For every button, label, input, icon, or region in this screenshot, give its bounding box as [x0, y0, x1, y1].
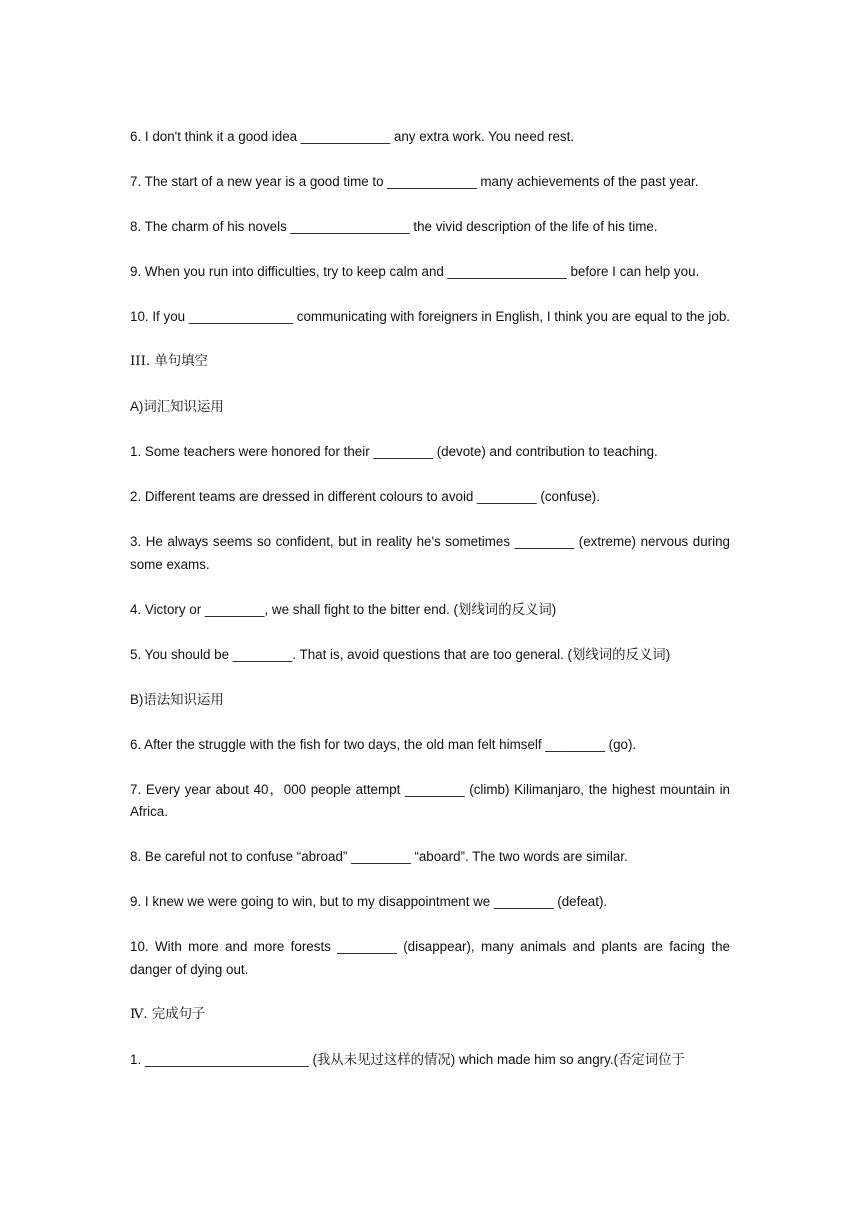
section3-parta-heading: A)词汇知识运用	[130, 399, 224, 414]
section2-item-7: 7. The start of a new year is a good time to ____________ many achievements of the past year.	[130, 174, 699, 189]
section3-parta-item-3: 3. He always seems so confident, but in reality he's sometimes ________ (extreme) nervous during some exams.	[130, 534, 730, 572]
section4-item-1: 1. ______________________ (我从未见过这样的情况) which made him so angry.(否定词位于	[130, 1051, 685, 1067]
section3-partb-item-9: 9. I knew we were going to win, but to my disappointment we ________ (defeat).	[130, 894, 608, 909]
section4-heading: Ⅳ. 完成句子	[130, 1006, 206, 1022]
section3-parta-item-5: 5. You should be ________. That is, avoid questions that are too general. (划线词的反义词)	[130, 646, 671, 662]
section2-item-9: 9. When you run into difficulties, try to keep calm and ________________ before I can help you.	[130, 264, 700, 279]
section3-partb-item-8: 8. Be careful not to confuse “abroad” ________ “aboard”. The two words are similar.	[130, 849, 628, 864]
section2-item-8: 8. The charm of his novels ________________ the vivid description of the life of his time.	[130, 219, 658, 234]
section3-parta-item-4: 4. Victory or ________, we shall fight to the bitter end. (划线词的反义词)	[130, 601, 557, 617]
document-page	[130, 126, 730, 1094]
section3-parta-item-2: 2. Different teams are dressed in different colours to avoid ________ (confuse).	[130, 489, 600, 504]
section3-partb-item-6: 6. After the struggle with the fish for two days, the old man felt himself ________ (go).	[130, 736, 637, 752]
section3-partb-item-7: 7. Every year about 40，000 people attempt ________ (climb) Kilimanjaro, the highest mountain in Africa.	[130, 781, 730, 819]
section3-parta-item-1: 1. Some teachers were honored for their ________ (devote) and contribution to teaching.	[130, 444, 658, 459]
section2-item-6: 6. I don't think it a good idea ____________ any extra work. You need rest.	[130, 129, 575, 144]
section2-item-10: 10. If you ______________ communicating with foreigners in English, I think you are equal to the job.	[130, 309, 730, 324]
section3-partb-heading: B)语法知识运用	[130, 691, 224, 707]
section3-heading: III. 单句填空	[130, 354, 208, 369]
section3-partb-item-10: 10. With more and more forests ________ (disappear), many animals and plants are facing the danger of dying out.	[130, 939, 730, 977]
